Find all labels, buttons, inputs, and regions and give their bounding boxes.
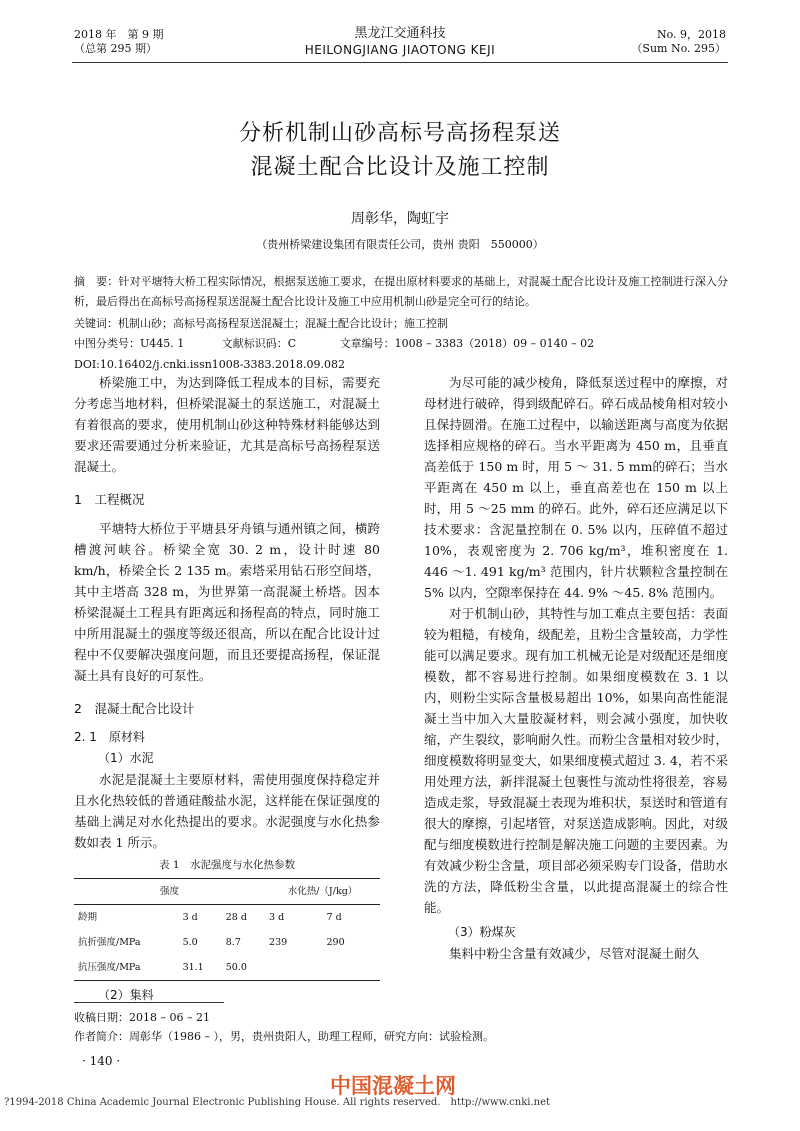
table-cell: 239 [269,937,288,948]
keywords-label: 关键词： [74,317,118,330]
table-cell: 31.1 [182,962,204,973]
table-cell: 290 [326,937,345,948]
table-row [74,905,380,931]
issue-line-2: （总第 295 期） [74,42,157,55]
keywords [74,314,728,334]
table-header-row [74,879,380,905]
table-cell [265,955,322,981]
article-title-line-2: 混凝土配合比设计及施工控制 [250,155,550,180]
table-1 [74,878,380,981]
issue-line-1: 2018 年 第 9 期 [74,28,164,41]
author-intro: 作者简介：周彰华（1986 – ），男，贵州贵阳人，助理工程师，研究方向：试验检测。 [74,1030,494,1043]
table-cell: 3 d [269,912,285,923]
aggregate-title: （2）集料 [98,988,154,1002]
site-watermark: 中国混凝土网 [330,1074,456,1098]
document-code: 文献标识码：C [221,337,297,350]
table-head-strength: 强度 [160,886,180,897]
table-cell: 抗压强度/MPa [78,962,141,973]
received-date: 收稿日期：2018 – 06 – 21 [74,1011,210,1024]
flyash-title: （3）粉煤灰 [448,925,516,939]
left-column [74,372,380,1006]
cement-title: （1）水泥 [98,751,154,765]
article-title-line-1: 分析机制山砂高标号高扬程泵送 [238,121,561,146]
table-cell [323,955,381,981]
sand-paragraph: 对于机制山砂，其特性与加工难点主要包括：表面较为粗糙，有棱角，级配差，且粉尘含量较高，力学性能可以满足要求。现有加工机械无论是对级配还是细度模数，都不容易进行控制。如果细度模数在 3. 1 以内，则粉尘实际含量极易超出 10%，如果向高性能混凝土当中加入大量胶凝材料，则会减小强度，加快收缩，产生裂纹，影响耐久性。而粉尘含量相对较少时，细度模数将明显变大，如果细度模式超过 3. 4，若不采用处理方法，新拌混凝土包裹性与流动性将很差，容易造成走浆，导致混凝土表现为堆积状，泵送时和管道有很大的摩擦，引起堵管，对泵送造成影响。因此，对级配与细度模数进行控制是解决施工问题的主要因素。为有效减少粉尘含量，项目部必须采购专门设备，借助水洗的方法，降低粉尘含量，以此提高混凝土的综合性能。 [424,606,728,915]
section-2-title: 2 混凝土配合比设计 [74,701,195,716]
flyash-paragraph: 集料中粉尘含量有效减少，尽管对混凝土耐久 [449,946,700,961]
section-1-paragraph: 平塘特大桥位于平塘县牙舟镇与通州镇之间，横跨槽渡河峡谷。桥梁全宽 30. 2 m，设计时速 80 km/h，桥梁全长 2 135 m。索塔采用钻石形空间塔，其中主塔高 328 m，为世界第一高混凝土桥塔。因本桥梁混凝土工程具有距离远和扬程高的特点，同时施工中所用混凝土的强度等级还很高，所以在配合比设计过程中不仅要解决强度问题，而且还要提高扬程，保证混凝土具有良好的可泵性。 [74,521,380,683]
authors: 周彰华，陶虹宇 [351,211,449,227]
section-1-title: 1 工程概况 [74,492,145,507]
footnote [74,1008,494,1046]
table-cell: 5.0 [182,937,198,948]
table-row [74,930,380,955]
table-cell: 8.7 [225,937,241,948]
footnote-rule [74,1002,224,1003]
journal-name-en: HEILONGJIANG JIAOTONG KEJI [304,43,496,57]
table-cell: 龄期 [78,912,98,923]
table-cell: 抗折强度/MPa [78,937,141,948]
doi: DOI:10.16402/j.cnki.issn1008-3383.2018.09.082 [74,358,345,371]
clc-number: 中图分类号：U445. 1 [74,337,185,350]
section-2-1-title: 2. 1 原材料 [74,730,145,744]
right-column [424,372,728,964]
table-cell: 3 d [182,912,198,923]
abstract [74,272,728,312]
table-cell: 7 d [326,912,342,923]
table-1-caption: 表 1 水泥强度与水化热参数 [158,859,296,871]
cement-paragraph: 水泥是混凝土主要原材料，需使用强度保持稳定并且水化热较低的普通硅酸盐水泥，这样能在保证强度的基础上满足对水化热提出的要求。水泥强度与水化热参数如表 1 所示。 [74,772,380,850]
classification-row [74,334,728,354]
abstract-label: 摘 要： [74,275,119,288]
issue-line-en-1: No. 9，2018 [656,28,726,41]
affiliation: （贵州桥梁建设集团有限责任公司，贵州 贵阳 550000） [256,238,544,251]
header-rule [72,62,728,63]
page-number: · 140 · [82,1054,121,1068]
copyright-line: ?1994-2018 China Academic Journal Electronic Publishing House. All rights reserved. http://www.cnki.net [4,1097,551,1108]
table-cell: 50.0 [225,962,247,973]
aggregate-paragraph: 为尽可能的减少棱角，降低泵送过程中的摩擦，对母材进行破碎，得到级配碎石。碎石成品棱角相对较小且保持圆滑。在施工过程中，以输送距离与高度为依据选择相应规格的碎石。当水平距离为 450 m，且垂直高差低于 150 m 时，用 5 ～ 31. 5 mm的碎石；当水平距离在 450 m 以上，垂直高差也在 150 m 以上时，用 5 ～25 mm 的碎石。此外，碎石还应满足以下技术要求：含泥量控制在 0. 5% 以内，压碎值不超过 10%，表观密度为 2. 706 kg/m³，堆积密度在 1. 446 ～1. 491 kg/m³ 范围内，针片状颗粒含量控制在 5% 以内，空隙率保持在 44. 9% ～45. 8% 范围内。 [424,375,728,600]
table-cell: 28 d [225,912,247,923]
abstract-text: 针对平塘特大桥工程实际情况，根据泵送施工要求，在提出原材料要求的基础上，对混凝土配合比设计及施工控制进行深入分析，最后得出在高标号高扬程泵送混凝土配合比设计及施工中应用机制山砂是完全可行的结论。 [74,275,729,308]
journal-name-cn: 黑龙江交通科技 [354,26,446,41]
keywords-text: 机制山砂；高标号高扬程泵送混凝土；混凝土配合比设计；施工控制 [118,317,448,330]
article-number: 文章编号：1008 – 3383（2018）09 – 0140 – 02 [339,337,595,350]
issue-line-en-2: （Sum No. 295） [631,42,726,55]
table-row [74,955,380,981]
intro-paragraph: 桥梁施工中，为达到降低工程成本的目标，需要充分考虑当地材料，但桥梁混凝土的泵送施工，对混凝土有着很高的要求，使用机制山砂这种特殊材料能够达到要求还需要通过分析来验证，尤其是高标号高扬程泵送混凝土。 [74,375,380,474]
table-head-heat: 水化热/（J/kg） [287,886,358,897]
issue-info-en [631,28,726,56]
